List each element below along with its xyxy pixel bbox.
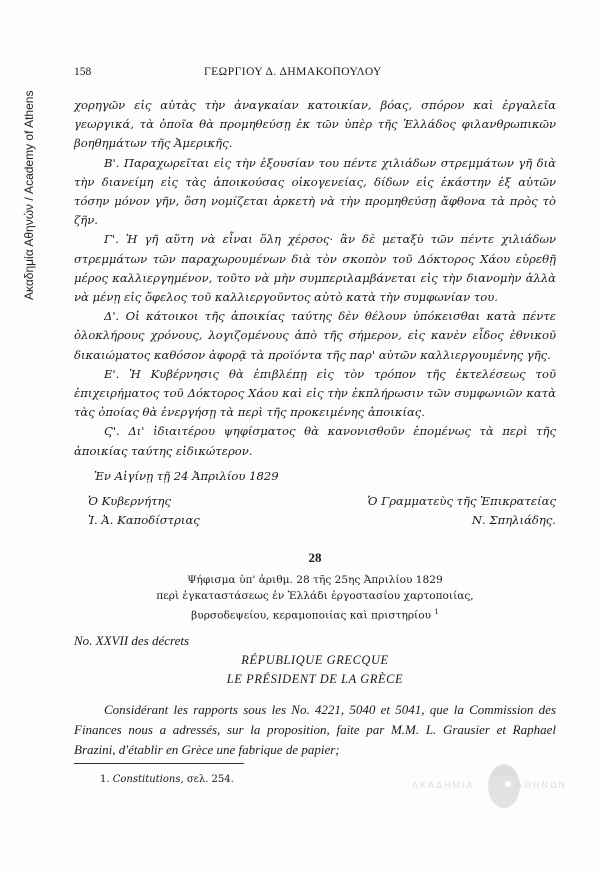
paragraph-article-b: Β'. Παραχωρεῖται εἰς τὴν ἐξουσίαν του πέντε χιλιάδων στρεμμάτων γῆ διὰ τὴν διανείμη εἰς τὰς ἀποικούσας οἰκογενείας, δίδων εἰς ἑκάστην ἐξ αὐτῶν τόσην μόνον γῆν, ὅση νομίζεται ἀρκετὴ νὰ τὴν προμηθεύσῃ ἄφθονα τὰ πρὸς τὸ ζῆν. <box>74 155 556 228</box>
signature-governor-title: Ὁ Κυβερνήτης <box>88 494 171 509</box>
page-number: 158 <box>74 66 92 78</box>
footnote-number: 1. <box>100 774 110 785</box>
signature-governor <box>74 492 319 530</box>
body-text <box>74 96 556 760</box>
archive-watermark: Ακαδημία Αθηνών / Academy of Athens <box>22 90 36 300</box>
decree-number: No. XXVII des décrets <box>74 633 190 649</box>
republic-heading: RÉPUBLIQUE GRECQUE <box>241 653 389 668</box>
footnote-page: σελ. 254. <box>186 774 234 785</box>
footnote-mark[interactable]: 1 <box>434 607 439 616</box>
caption-line-2: περὶ ἐγκαταστάσεως ἐν Ἑλλάδι ἐργοστασίου χαρτοποιίας, <box>156 589 474 602</box>
signature-secretary-title: Ὁ Γραμματεὺς τῆς Ἐπικρατείας <box>367 494 556 509</box>
signature-secretary-name: Ν. Σπηλιάδης. <box>471 513 556 528</box>
caption-line-3 <box>74 604 556 624</box>
academy-logo-watermark <box>412 758 568 812</box>
footnote <box>100 774 234 785</box>
stamp-left-text: ΑΚΑΔΗΜΙΑ <box>412 780 475 790</box>
paragraph-continuation: χορηγῶν εἰς αὐτὰς τὴν ἀναγκαίαν κατοικίαν, βόας, σπόρον καὶ ἐργαλεῖα γεωργικά, τὰ ὁποῖα θὰ προμηθεύσῃ ἐκ τῶν ὑπὲρ τῆς Ἑλλάδος φιλανθρωπικῶν βοηθημάτων τῆς Ἀμερικῆς. <box>74 98 556 151</box>
caption-line-1: Ψήφισμα ὑπ' ἀριθμ. 28 τῆς 25ης Ἀπριλίου 1829 <box>187 573 443 586</box>
paragraph-article-s: Ϛ'. Δι' ἰδιαιτέρου ψηφίσματος θὰ κανονισθοῦν ἐπομένως τὰ περὶ τῆς ἀποικίας ταύτης εἰδικώτερον. <box>74 424 556 458</box>
signature-secretary <box>325 492 556 530</box>
paragraph-article-d: Δ'. Οἱ κάτοικοι τῆς ἀποικίας ταύτης δὲν θέλουν ὑπόκεισθαι κατὰ πέντε ὁλοκλήρους χρόνους, λογιζομένους ἀπὸ τῆς σήμερον, εἰς κανὲν εἶδος ἐθνικοῦ δικαιώματος καθόσον ἀφορᾷ τὰ προϊόντα τῆς παρ' αὐτῶν καλλιεργουμένης γῆς. <box>74 309 556 362</box>
stamp-right-text: ΑΘΗΝΩΝ <box>516 780 568 790</box>
signature-block <box>74 492 556 530</box>
signature-governor-name: Ἰ. Ἀ. Καποδίστριας <box>88 513 200 528</box>
footnote-divider <box>74 763 244 764</box>
paragraph-article-g: Γ'. Ἡ γῆ αὕτη νὰ εἶναι ὅλη χέρσος· ἂν δὲ μεταξὺ τῶν πέντε χιλιάδων στρεμμάτων τῶν παραχωρουμένων διὰ τὸν σκοπὸν τοῦ Δόκτορος Χάου εὑρεθῇ μέρος καλλιεργημένον, τοῦτο νὰ μὴν συμπεριλαμβάνεται εἰς τὴν διανομὴν ἀλλὰ νὰ μένῃ εἰς ὄφελος τοῦ καλλιεργοῦντος αὐτὸ κατὰ τὴν συμφωνίαν του. <box>74 232 556 305</box>
paragraph-article-e: Ε'. Ἡ Κυβέρνησις θὰ ἐπιβλέπῃ εἰς τὸν τρόπον τῆς ἐκτελέσεως τοῦ ἐπιχειρήματος τοῦ Δόκτορος Χάου καὶ εἰς τὴν ἐκπλήρωσιν τῶν συμφωνιῶν κατὰ τὰς ὁποίας θὰ ἐνεργήσῃ τὰ περὶ τῆς προκειμένης ἀποικίας. <box>74 366 556 420</box>
document-caption <box>74 572 556 624</box>
footnote-source: Constitutions, <box>112 774 184 785</box>
date-line: Ἐν Αἰγίνῃ τῇ 24 Ἀπριλίου 1829 <box>94 468 279 483</box>
page-header <box>74 66 554 82</box>
considerant-paragraph: Considérant les rapports sous les No. 4221, 5040 et 5041, que la Commission des Finances nous a adressés, sur la proposition, faite par M.M. L. Grausier et Raphael Brazini, d'établir en Grèce une fabrique de papier; <box>74 701 556 757</box>
president-heading: LE PRÉSIDENT DE LA GRÈCE <box>226 672 404 687</box>
running-head: ΓΕΩΡΓΙΟΥ Δ. ΔΗΜΑΚΟΠΟΥΛΟΥ <box>204 66 382 78</box>
document-number: 28 <box>308 550 322 566</box>
caption-line-3-text: βυρσοδεψείου, κεραμοποιίας καὶ πριστηρίου <box>191 609 432 622</box>
